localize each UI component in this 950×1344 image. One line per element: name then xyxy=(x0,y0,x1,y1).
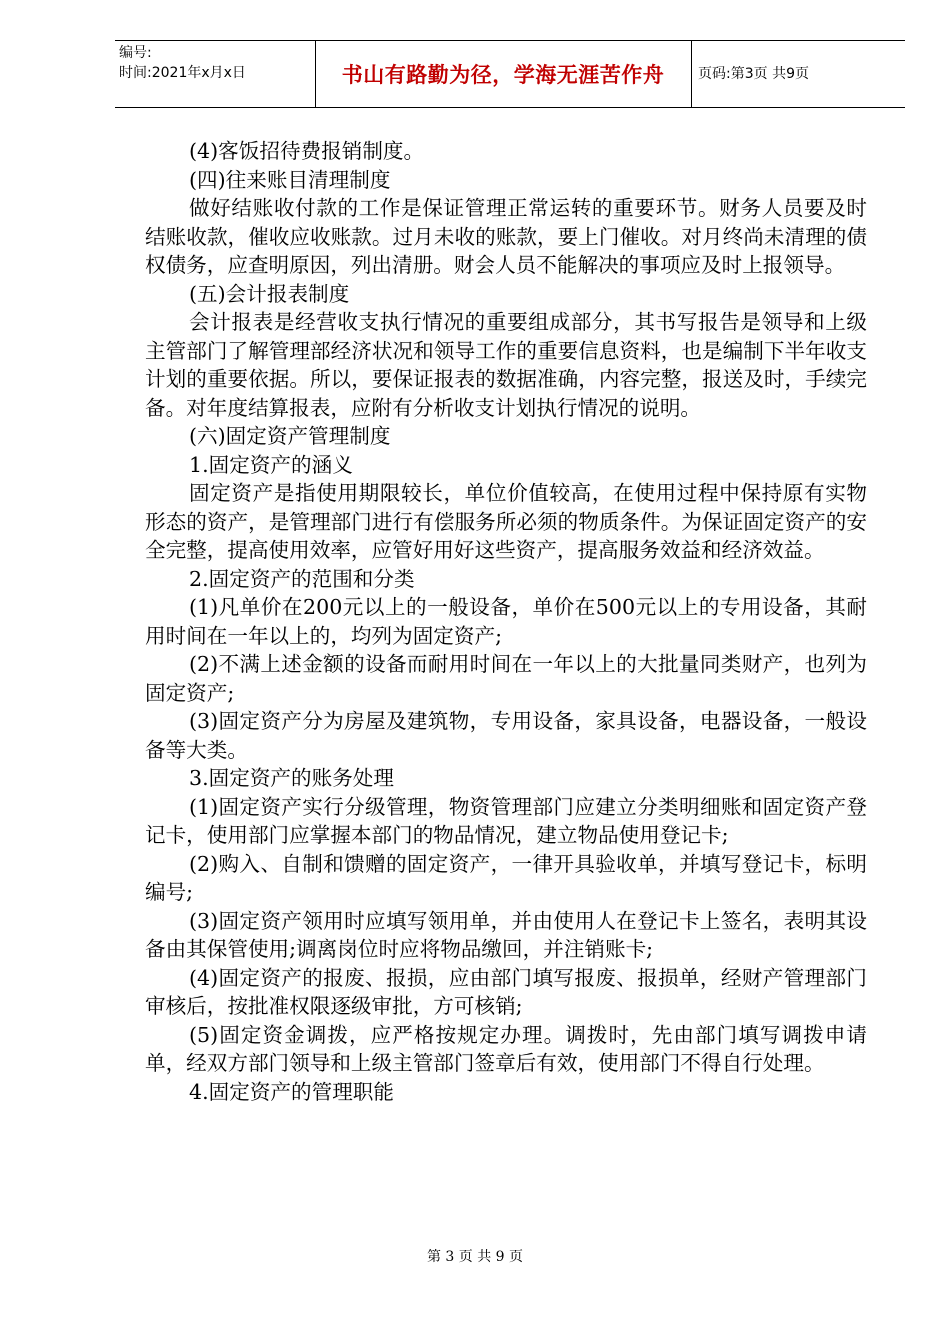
paragraph: 固定资产是指使用期限较长，单位价值较高，在使用过程中保持原有实物形态的资产，是管理部门进行有偿服务所必须的物质条件。为保证固定资产的安全完整，提高使用效率，应管好用好这些资产，提高服务效益和经济效益。 xyxy=(145,481,867,562)
section-heading: (六)固定资产管理制度 xyxy=(189,424,391,448)
list-item: (2)不满上述金额的设备而耐用时间在一年以上的大批量同类财产，也列为固定资产; xyxy=(145,652,867,705)
serial-label: 编号: xyxy=(119,45,152,61)
header-meta xyxy=(119,43,246,83)
time-label: 时间:2021年x月x日 xyxy=(119,65,246,81)
paragraph: 做好结账收付款的工作是保证管理正常运转的重要环节。财务人员要及时结账收款，催收应收账款。过月未收的账款，要上门催收。对月终尚未清理的债权债务，应查明原因，列出清册。财会人员不能解决的事项应及时上报领导。 xyxy=(145,196,867,277)
list-item: (4)固定资产的报废、报损，应由部门填写报废、报损单，经财产管理部门审核后，按批准权限逐级审批，方可核销; xyxy=(145,965,867,1018)
section-heading: (四)往来账目清理制度 xyxy=(189,167,391,192)
list-item: (1)固定资产实行分级管理，物资管理部门应建立分类明细账和固定资产登记卡，使用部门应掌握本部门的物品情况，建立物品使用登记卡; xyxy=(145,794,867,847)
paragraph: 会计报表是经营收支执行情况的重要组成部分，其书写报告是领导和上级主管部门了解管理部经济状况和领导工作的重要信息资料，也是编制下半年收支计划的重要依据。所以，要保证报表的数据准确，内容完整，报送及时，手续完备。对年度结算报表，应附有分析收支计划执行情况的说明。 xyxy=(145,310,867,420)
header-divider xyxy=(691,41,692,107)
page-footer: 第 3 页 共 9 页 xyxy=(426,1249,524,1265)
document-body xyxy=(145,137,867,1106)
subsection-heading: 3.固定资产的账务处理 xyxy=(189,766,394,790)
page-header xyxy=(115,40,905,108)
subsection-heading: 1.固定资产的涵义 xyxy=(189,452,353,477)
list-item: (2)购入、自制和馈赠的固定资产，一律开具验收单，并填写登记卡，标明编号; xyxy=(145,851,867,904)
section-heading: (五)会计报表制度 xyxy=(189,281,350,306)
list-item: (3)固定资产领用时应填写领用单，并由使用人在登记卡上签名，表明其设备由其保管使用;调离岗位时应将物品缴回，并注销账卡; xyxy=(145,908,867,961)
header-motto: 书山有路勤为径，学海无涯苦作舟 xyxy=(341,63,665,87)
list-item: (1)凡单价在200元以上的一般设备，单价在500元以上的专用设备，其耐用时间在一年以上的，均列为固定资产; xyxy=(145,595,867,648)
list-item: (5)固定资金调拨，应严格按规定办理。调拨时，先由部门填写调拨申请单，经双方部门领导和上级主管部门签章后有效，使用部门不得自行处理。 xyxy=(145,1022,867,1075)
header-page-info: 页码:第3页 共9页 xyxy=(698,66,809,82)
subsection-heading: 2.固定资产的范围和分类 xyxy=(189,566,415,591)
paragraph: (4)客饭招待费报销制度。 xyxy=(189,139,425,163)
subsection-heading: 4.固定资产的管理职能 xyxy=(189,1079,394,1104)
list-item: (3)固定资产分为房屋及建筑物，专用设备，家具设备，电器设备，一般设备等大类。 xyxy=(145,709,867,762)
